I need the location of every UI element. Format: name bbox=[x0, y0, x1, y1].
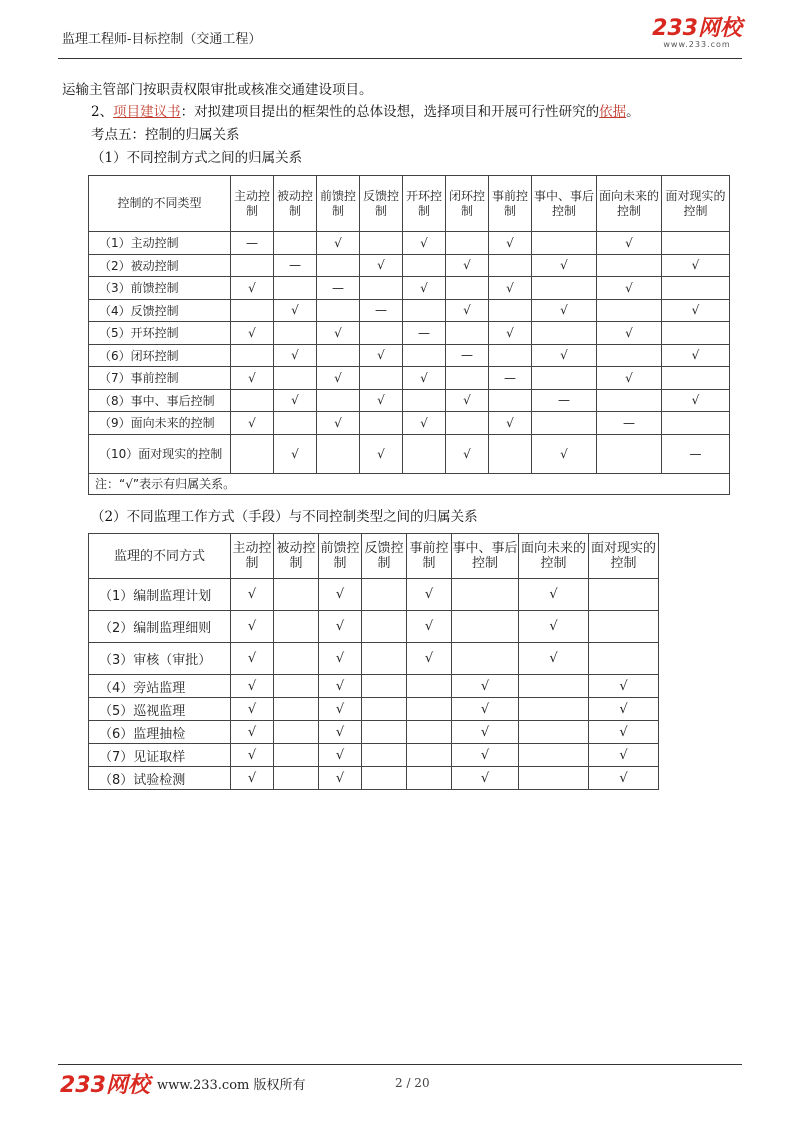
table-cell: — bbox=[317, 277, 360, 300]
row-label: （2）被动控制 bbox=[89, 254, 231, 277]
table-row bbox=[89, 721, 659, 744]
table-cell: √ bbox=[407, 579, 452, 611]
table-cell: √ bbox=[231, 412, 274, 435]
table-cell: √ bbox=[597, 232, 662, 255]
control-relations-table bbox=[88, 175, 730, 495]
table-cell bbox=[446, 412, 489, 435]
table-cell: √ bbox=[403, 367, 446, 390]
table-row bbox=[89, 698, 659, 721]
table-cell bbox=[274, 744, 319, 767]
table-row bbox=[89, 344, 730, 367]
table-cell bbox=[662, 277, 730, 300]
row-label: （6）闭环控制 bbox=[89, 344, 231, 367]
table-cell bbox=[231, 344, 274, 367]
table-cell: √ bbox=[589, 767, 659, 790]
table-cell bbox=[274, 579, 319, 611]
table-cell: √ bbox=[597, 322, 662, 345]
table-cell bbox=[362, 698, 407, 721]
table-cell bbox=[532, 412, 597, 435]
table-cell: √ bbox=[317, 232, 360, 255]
table-cell: √ bbox=[597, 277, 662, 300]
table-cell: — bbox=[360, 299, 403, 322]
table-cell: √ bbox=[519, 579, 589, 611]
table-cell bbox=[317, 254, 360, 277]
table-row bbox=[89, 232, 730, 255]
row-label: （2）编制监理细则 bbox=[89, 611, 231, 643]
table2-caption: （2）不同监理工作方式（手段）与不同控制类型之间的归属关系 bbox=[91, 509, 478, 525]
table-cell: √ bbox=[274, 389, 317, 412]
table-cell: — bbox=[274, 254, 317, 277]
table-cell: √ bbox=[532, 434, 597, 473]
table-cell: √ bbox=[446, 434, 489, 473]
table-row bbox=[89, 643, 659, 675]
table-cell bbox=[362, 611, 407, 643]
table-cell bbox=[274, 322, 317, 345]
table-cell bbox=[446, 232, 489, 255]
table-cell: √ bbox=[231, 721, 274, 744]
table-cell: √ bbox=[360, 434, 403, 473]
table-cell bbox=[362, 767, 407, 790]
table-cell bbox=[662, 232, 730, 255]
table-cell bbox=[317, 344, 360, 367]
table-cell bbox=[519, 744, 589, 767]
table-cell bbox=[362, 721, 407, 744]
table-cell: √ bbox=[317, 412, 360, 435]
table-cell bbox=[274, 767, 319, 790]
table1-col-header: 闭环控制 bbox=[446, 176, 489, 232]
table-cell: √ bbox=[231, 675, 274, 698]
table-cell: √ bbox=[319, 744, 362, 767]
table-cell: √ bbox=[231, 322, 274, 345]
table2-col-header: 面向未来的控制 bbox=[519, 534, 589, 579]
table-cell bbox=[360, 322, 403, 345]
logo-url: www.233.com bbox=[663, 40, 731, 49]
table2-col-header: 反馈控制 bbox=[362, 534, 407, 579]
table-cell: √ bbox=[407, 643, 452, 675]
table-cell bbox=[407, 744, 452, 767]
table-cell bbox=[362, 675, 407, 698]
table-cell bbox=[489, 254, 532, 277]
table-cell bbox=[407, 698, 452, 721]
table-cell: — bbox=[662, 434, 730, 473]
table-cell: — bbox=[597, 412, 662, 435]
supervision-methods-table bbox=[88, 533, 659, 790]
table-cell bbox=[231, 389, 274, 412]
footer-divider bbox=[58, 1064, 742, 1065]
paragraph-line-1: 运输主管部门按职责权限审批或核准交通建设项目。 bbox=[62, 82, 373, 98]
table-cell: √ bbox=[274, 299, 317, 322]
table-cell bbox=[274, 721, 319, 744]
table1-corner-header: 控制的不同类型 bbox=[89, 176, 231, 232]
table-cell: √ bbox=[662, 299, 730, 322]
row-label: （10）面对现实的控制 bbox=[89, 434, 231, 473]
logo-wordmark: 233网校 bbox=[652, 16, 742, 41]
row-label: （7）事前控制 bbox=[89, 367, 231, 390]
table-cell: √ bbox=[589, 675, 659, 698]
table-cell: √ bbox=[231, 277, 274, 300]
table-cell: √ bbox=[360, 254, 403, 277]
table-cell bbox=[662, 412, 730, 435]
table-cell bbox=[403, 344, 446, 367]
table1-col-header: 前馈控制 bbox=[317, 176, 360, 232]
table-cell bbox=[317, 389, 360, 412]
table-cell: √ bbox=[446, 254, 489, 277]
table2-col-header: 前馈控制 bbox=[319, 534, 362, 579]
table-cell bbox=[403, 299, 446, 322]
table-cell: √ bbox=[319, 675, 362, 698]
table2-corner-header: 监理的不同方式 bbox=[89, 534, 231, 579]
table-cell bbox=[519, 721, 589, 744]
table-cell bbox=[274, 412, 317, 435]
footer-copyright: www.233.com 版权所有 bbox=[157, 1078, 306, 1093]
table-cell: √ bbox=[519, 611, 589, 643]
table-cell bbox=[597, 434, 662, 473]
table-row bbox=[89, 579, 659, 611]
table-cell bbox=[407, 675, 452, 698]
table-cell bbox=[452, 643, 519, 675]
header-divider bbox=[58, 58, 742, 59]
table2-col-header: 被动控制 bbox=[274, 534, 319, 579]
row-label: （5）开环控制 bbox=[89, 322, 231, 345]
table-cell bbox=[360, 277, 403, 300]
table1-col-header: 事中、事后控制 bbox=[532, 176, 597, 232]
table-cell: √ bbox=[589, 721, 659, 744]
table-cell bbox=[519, 767, 589, 790]
table-cell bbox=[403, 389, 446, 412]
table-cell bbox=[274, 232, 317, 255]
row-label: （3）审核（审批） bbox=[89, 643, 231, 675]
table-cell: √ bbox=[532, 344, 597, 367]
table-cell bbox=[662, 322, 730, 345]
table-cell bbox=[274, 643, 319, 675]
table-cell bbox=[274, 698, 319, 721]
table1-col-header: 主动控制 bbox=[231, 176, 274, 232]
table-cell bbox=[274, 611, 319, 643]
row-label: （6）监理抽检 bbox=[89, 721, 231, 744]
brand-logo bbox=[652, 18, 742, 49]
table-cell bbox=[532, 277, 597, 300]
definition-text: ：对拟建项目提出的框架性的总体设想，选择项目和开展可行性研究的 bbox=[180, 104, 600, 120]
table-cell bbox=[589, 643, 659, 675]
table-cell bbox=[403, 254, 446, 277]
table-row bbox=[89, 675, 659, 698]
table-cell: — bbox=[231, 232, 274, 255]
paragraph-line-2 bbox=[91, 102, 640, 122]
row-label: （8）试验检测 bbox=[89, 767, 231, 790]
table-cell bbox=[360, 232, 403, 255]
table-cell: √ bbox=[360, 344, 403, 367]
table-cell: √ bbox=[452, 744, 519, 767]
table-cell bbox=[532, 367, 597, 390]
term-link-basis[interactable]: 依据 bbox=[599, 104, 627, 120]
table-cell bbox=[452, 611, 519, 643]
table-cell bbox=[360, 367, 403, 390]
period: 。 bbox=[626, 104, 640, 120]
table-cell bbox=[231, 254, 274, 277]
table-cell bbox=[589, 611, 659, 643]
table1-col-header: 反馈控制 bbox=[360, 176, 403, 232]
table-cell bbox=[231, 434, 274, 473]
table-cell: √ bbox=[597, 367, 662, 390]
table-row bbox=[89, 744, 659, 767]
table-cell: √ bbox=[446, 389, 489, 412]
table2-body bbox=[89, 579, 659, 790]
table1-col-header: 面向未来的控制 bbox=[597, 176, 662, 232]
table-cell bbox=[662, 367, 730, 390]
table-cell bbox=[362, 643, 407, 675]
table-cell: — bbox=[489, 367, 532, 390]
table-cell: √ bbox=[662, 344, 730, 367]
table1-col-header: 面对现实的控制 bbox=[662, 176, 730, 232]
row-label: （3）前馈控制 bbox=[89, 277, 231, 300]
table-row bbox=[89, 434, 730, 473]
table-cell: √ bbox=[274, 434, 317, 473]
table-cell bbox=[489, 434, 532, 473]
table-cell: √ bbox=[317, 367, 360, 390]
table-row bbox=[89, 367, 730, 390]
table-cell: √ bbox=[489, 412, 532, 435]
table-cell: √ bbox=[446, 299, 489, 322]
table-cell: √ bbox=[519, 643, 589, 675]
table-cell: √ bbox=[532, 254, 597, 277]
table-cell: √ bbox=[231, 579, 274, 611]
table-cell bbox=[446, 367, 489, 390]
table-cell: √ bbox=[319, 698, 362, 721]
table-cell: √ bbox=[452, 675, 519, 698]
table2-col-header: 事中、事后控制 bbox=[452, 534, 519, 579]
table-cell bbox=[489, 389, 532, 412]
table-cell bbox=[597, 344, 662, 367]
table1-col-header: 开环控制 bbox=[403, 176, 446, 232]
table-cell: √ bbox=[662, 389, 730, 412]
table-row bbox=[89, 389, 730, 412]
table-cell: √ bbox=[489, 322, 532, 345]
table-cell bbox=[532, 232, 597, 255]
table-cell: √ bbox=[452, 721, 519, 744]
table-cell: √ bbox=[231, 744, 274, 767]
row-label: （8）事中、事后控制 bbox=[89, 389, 231, 412]
page-number: 2 / 20 bbox=[395, 1076, 430, 1090]
table-cell: √ bbox=[589, 744, 659, 767]
row-label: （1）主动控制 bbox=[89, 232, 231, 255]
row-label: （4）反馈控制 bbox=[89, 299, 231, 322]
table-cell: √ bbox=[319, 579, 362, 611]
table-cell: √ bbox=[360, 389, 403, 412]
table-cell bbox=[452, 579, 519, 611]
table-cell: √ bbox=[231, 643, 274, 675]
table-row bbox=[89, 611, 659, 643]
table-cell bbox=[231, 299, 274, 322]
row-label: （5）巡视监理 bbox=[89, 698, 231, 721]
table2-col-header: 面对现实的控制 bbox=[589, 534, 659, 579]
table-cell: √ bbox=[319, 643, 362, 675]
table-cell: √ bbox=[231, 367, 274, 390]
table1-col-header: 被动控制 bbox=[274, 176, 317, 232]
table-cell bbox=[489, 344, 532, 367]
row-label: （1）编制监理计划 bbox=[89, 579, 231, 611]
table-note: 注：“√”表示有归属关系。 bbox=[89, 473, 730, 494]
table-cell bbox=[446, 322, 489, 345]
table2-header-row bbox=[89, 534, 659, 579]
table-cell: — bbox=[403, 322, 446, 345]
table-cell bbox=[407, 767, 452, 790]
table-cell: — bbox=[532, 389, 597, 412]
table-cell: √ bbox=[231, 611, 274, 643]
table-cell bbox=[407, 721, 452, 744]
table-cell: √ bbox=[403, 232, 446, 255]
table1-body bbox=[89, 232, 730, 495]
table-cell bbox=[317, 434, 360, 473]
table1-col-header: 事前控制 bbox=[489, 176, 532, 232]
table-cell bbox=[362, 744, 407, 767]
table-cell bbox=[589, 579, 659, 611]
table-cell: √ bbox=[489, 277, 532, 300]
table-cell bbox=[274, 367, 317, 390]
table-row bbox=[89, 322, 730, 345]
table-cell bbox=[597, 299, 662, 322]
row-label: （7）见证取样 bbox=[89, 744, 231, 767]
table-cell bbox=[274, 277, 317, 300]
table-cell: √ bbox=[452, 698, 519, 721]
table-cell: √ bbox=[274, 344, 317, 367]
document-header-title: 监理工程师-目标控制（交通工程） bbox=[62, 32, 262, 47]
table-cell: √ bbox=[407, 611, 452, 643]
table-cell: √ bbox=[403, 412, 446, 435]
table-cell: √ bbox=[319, 721, 362, 744]
section-title: 考点五：控制的归属关系 bbox=[91, 127, 240, 143]
table-cell: √ bbox=[317, 322, 360, 345]
table-row bbox=[89, 767, 659, 790]
table-cell: — bbox=[446, 344, 489, 367]
table-cell: √ bbox=[489, 232, 532, 255]
table-note-row bbox=[89, 473, 730, 494]
table-cell bbox=[597, 389, 662, 412]
table-cell: √ bbox=[231, 698, 274, 721]
table-cell: √ bbox=[319, 611, 362, 643]
table-row bbox=[89, 254, 730, 277]
table-cell: √ bbox=[319, 767, 362, 790]
table-cell bbox=[403, 434, 446, 473]
table-cell: √ bbox=[403, 277, 446, 300]
table-row bbox=[89, 299, 730, 322]
footer-logo: 233网校 bbox=[60, 1073, 150, 1098]
table-cell: √ bbox=[532, 299, 597, 322]
table2-col-header: 主动控制 bbox=[231, 534, 274, 579]
table-row bbox=[89, 277, 730, 300]
table-cell bbox=[519, 698, 589, 721]
table1-caption: （1）不同控制方式之间的归属关系 bbox=[91, 150, 303, 166]
table-row bbox=[89, 412, 730, 435]
table-cell bbox=[532, 322, 597, 345]
table-cell bbox=[489, 299, 532, 322]
table1-header-row bbox=[89, 176, 730, 232]
term-link-project-proposal[interactable]: 项目建议书 bbox=[113, 104, 181, 120]
row-label: （9）面向未来的控制 bbox=[89, 412, 231, 435]
table-cell: √ bbox=[662, 254, 730, 277]
table-cell bbox=[519, 675, 589, 698]
table-cell: √ bbox=[452, 767, 519, 790]
table-cell bbox=[362, 579, 407, 611]
table-cell bbox=[446, 277, 489, 300]
table-cell: √ bbox=[589, 698, 659, 721]
table2-col-header: 事前控制 bbox=[407, 534, 452, 579]
table-cell bbox=[274, 675, 319, 698]
table-cell: √ bbox=[231, 767, 274, 790]
item-number: 2、 bbox=[91, 104, 114, 120]
table-cell bbox=[597, 254, 662, 277]
table-cell bbox=[317, 299, 360, 322]
table-cell bbox=[360, 412, 403, 435]
row-label: （4）旁站监理 bbox=[89, 675, 231, 698]
